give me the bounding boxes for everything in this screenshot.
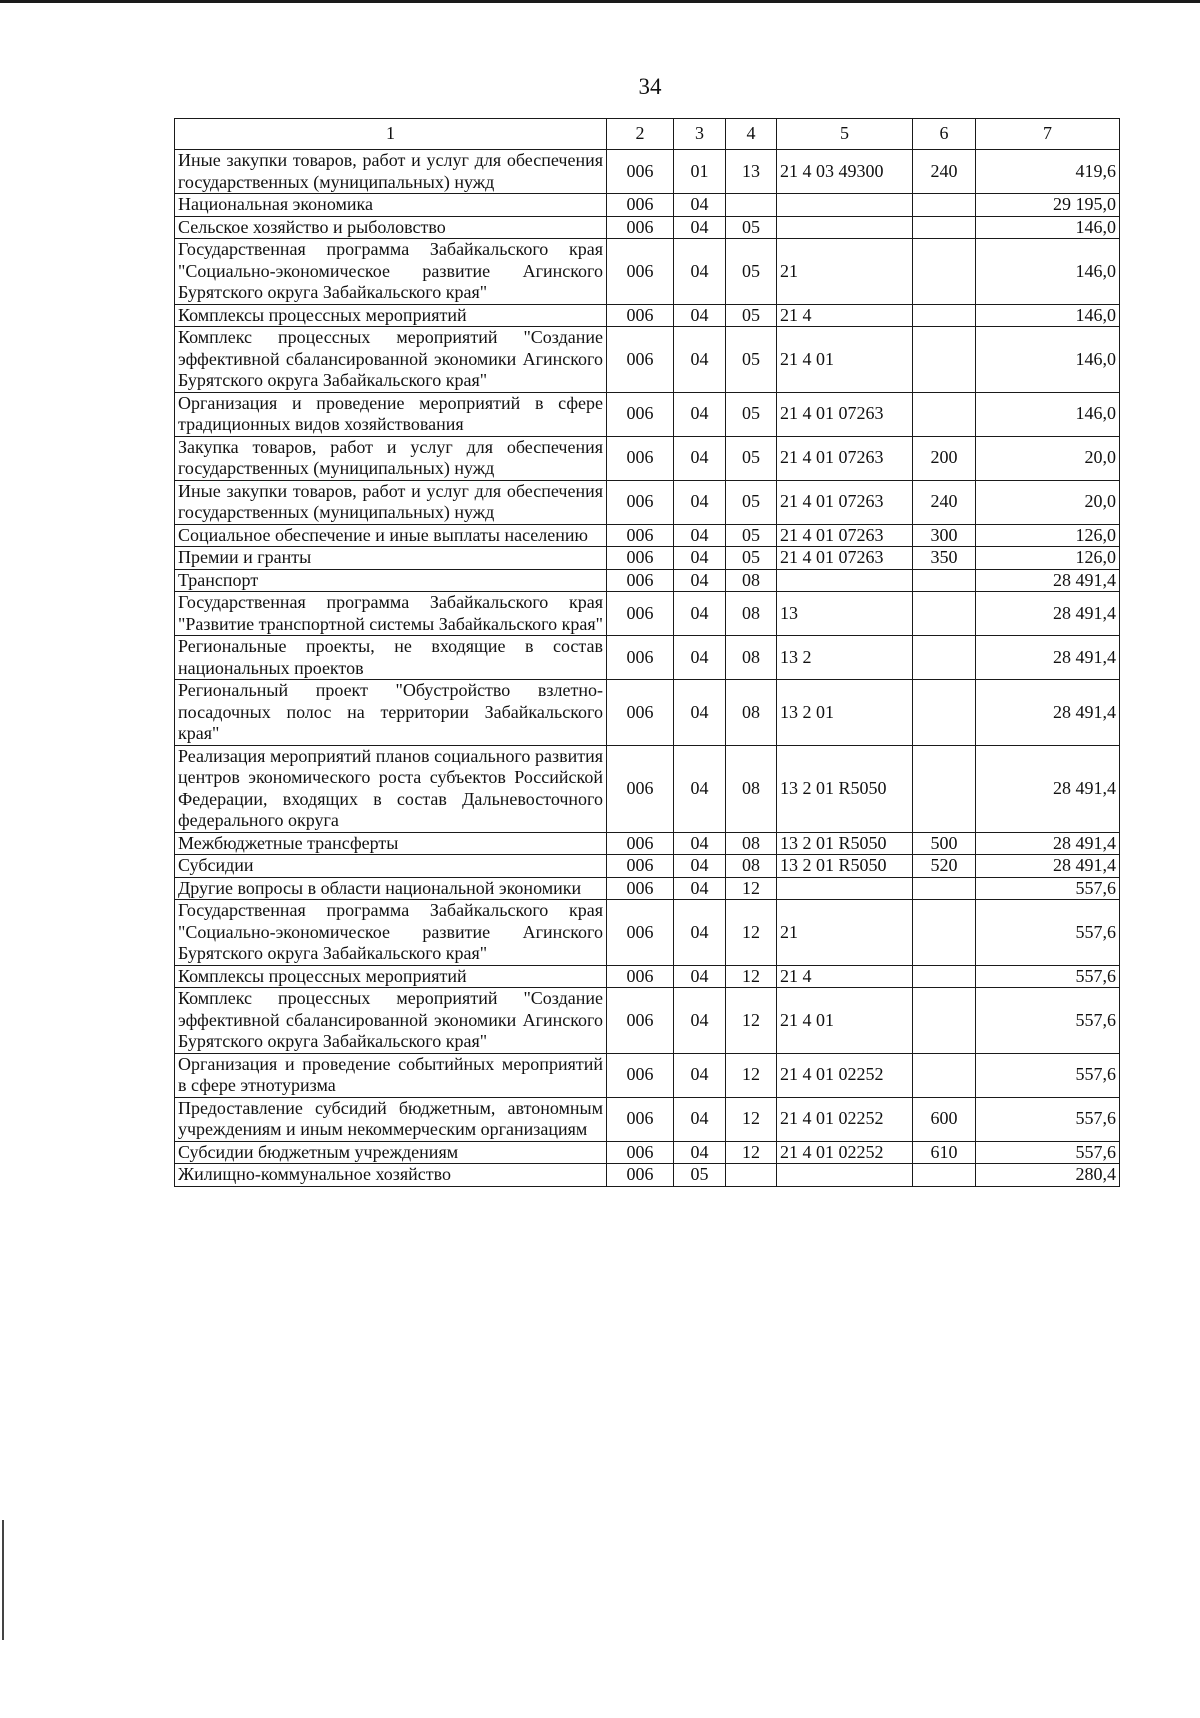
row-subsection-code [726, 194, 777, 217]
row-section-code: 04 [674, 480, 726, 524]
table-row [175, 592, 1120, 636]
row-subsection-code: 12 [726, 1097, 777, 1141]
row-amount: 28 491,4 [976, 832, 1120, 855]
row-amount: 28 491,4 [976, 569, 1120, 592]
row-target-article: 21 [777, 239, 913, 305]
row-expense-type [913, 745, 976, 832]
row-amount: 29 195,0 [976, 194, 1120, 217]
row-name: Государственная программа Забайкальского края "Социально-экономическое развитие Агинского Бурятского округа Забайкальского края" [175, 900, 607, 966]
row-section-code: 04 [674, 745, 726, 832]
row-name: Субсидии [175, 855, 607, 878]
budget-table [174, 118, 1120, 1187]
table-row [175, 745, 1120, 832]
row-grbs-code: 006 [607, 900, 674, 966]
table-row [175, 832, 1120, 855]
row-grbs-code: 006 [607, 547, 674, 570]
row-target-article: 13 2 01 R5050 [777, 745, 913, 832]
row-amount: 146,0 [976, 392, 1120, 436]
row-target-article: 13 2 01 R5050 [777, 832, 913, 855]
row-amount: 20,0 [976, 436, 1120, 480]
row-section-code: 04 [674, 1141, 726, 1164]
header-cell: 1 [175, 119, 607, 150]
row-expense-type: 610 [913, 1141, 976, 1164]
row-amount: 20,0 [976, 480, 1120, 524]
row-name: Субсидии бюджетным учреждениям [175, 1141, 607, 1164]
row-target-article: 21 4 01 [777, 327, 913, 393]
row-grbs-code: 006 [607, 988, 674, 1054]
row-subsection-code: 08 [726, 745, 777, 832]
row-expense-type [913, 304, 976, 327]
row-name: Иные закупки товаров, работ и услуг для обеспечения государственных (муниципальных) нужд [175, 480, 607, 524]
row-amount: 146,0 [976, 216, 1120, 239]
row-grbs-code: 006 [607, 194, 674, 217]
row-target-article: 21 4 01 [777, 988, 913, 1054]
row-name: Другие вопросы в области национальной экономики [175, 877, 607, 900]
row-grbs-code: 006 [607, 327, 674, 393]
row-section-code: 04 [674, 636, 726, 680]
row-subsection-code: 05 [726, 216, 777, 239]
row-amount: 557,6 [976, 965, 1120, 988]
row-expense-type [913, 636, 976, 680]
row-name: Транспорт [175, 569, 607, 592]
row-amount: 557,6 [976, 877, 1120, 900]
table-row [175, 480, 1120, 524]
row-grbs-code: 006 [607, 1141, 674, 1164]
table-body [175, 119, 1120, 1187]
row-subsection-code: 05 [726, 304, 777, 327]
left-edge-mark [2, 1520, 4, 1640]
row-amount: 557,6 [976, 1097, 1120, 1141]
header-row [175, 119, 1120, 150]
row-amount: 28 491,4 [976, 592, 1120, 636]
row-expense-type [913, 1053, 976, 1097]
row-grbs-code: 006 [607, 592, 674, 636]
table-row [175, 547, 1120, 570]
row-target-article: 21 4 [777, 965, 913, 988]
row-target-article: 21 4 [777, 304, 913, 327]
row-name: Организация и проведение мероприятий в сфере традиционных видов хозяйствования [175, 392, 607, 436]
row-name: Региональный проект "Обустройство взлетно-посадочных полос на территории Забайкальского края" [175, 680, 607, 746]
row-grbs-code: 006 [607, 239, 674, 305]
row-grbs-code: 006 [607, 1164, 674, 1187]
row-subsection-code: 05 [726, 239, 777, 305]
table-row [175, 1141, 1120, 1164]
row-grbs-code: 006 [607, 1097, 674, 1141]
row-subsection-code: 08 [726, 855, 777, 878]
row-section-code: 01 [674, 150, 726, 194]
row-subsection-code: 12 [726, 877, 777, 900]
row-expense-type [913, 1164, 976, 1187]
row-target-article: 21 [777, 900, 913, 966]
table-row [175, 636, 1120, 680]
row-expense-type [913, 569, 976, 592]
row-target-article: 21 4 01 07263 [777, 524, 913, 547]
row-section-code: 04 [674, 547, 726, 570]
row-grbs-code: 006 [607, 965, 674, 988]
row-section-code: 04 [674, 832, 726, 855]
row-grbs-code: 006 [607, 392, 674, 436]
row-amount: 280,4 [976, 1164, 1120, 1187]
row-target-article: 21 4 01 02252 [777, 1053, 913, 1097]
table-row [175, 1097, 1120, 1141]
row-target-article: 21 4 01 07263 [777, 547, 913, 570]
row-grbs-code: 006 [607, 877, 674, 900]
page-number: 34 [638, 74, 662, 99]
row-section-code: 04 [674, 216, 726, 239]
table-row [175, 1164, 1120, 1187]
row-name: Региональные проекты, не входящие в состав национальных проектов [175, 636, 607, 680]
row-section-code: 05 [674, 1164, 726, 1187]
row-subsection-code: 05 [726, 327, 777, 393]
row-amount: 28 491,4 [976, 745, 1120, 832]
table-row [175, 877, 1120, 900]
row-expense-type [913, 592, 976, 636]
row-expense-type: 500 [913, 832, 976, 855]
header-cell: 7 [976, 119, 1120, 150]
row-section-code: 04 [674, 1097, 726, 1141]
row-section-code: 04 [674, 855, 726, 878]
row-name: Иные закупки товаров, работ и услуг для обеспечения государственных (муниципальных) нужд [175, 150, 607, 194]
row-amount: 28 491,4 [976, 636, 1120, 680]
row-target-article: 13 2 01 R5050 [777, 855, 913, 878]
table-row [175, 900, 1120, 966]
row-subsection-code: 05 [726, 436, 777, 480]
row-expense-type [913, 680, 976, 746]
row-subsection-code: 08 [726, 592, 777, 636]
row-name: Закупка товаров, работ и услуг для обеспечения государственных (муниципальных) нужд [175, 436, 607, 480]
header-cell: 4 [726, 119, 777, 150]
row-amount: 557,6 [976, 988, 1120, 1054]
row-section-code: 04 [674, 327, 726, 393]
row-expense-type [913, 900, 976, 966]
row-grbs-code: 006 [607, 569, 674, 592]
row-section-code: 04 [674, 680, 726, 746]
row-amount: 557,6 [976, 900, 1120, 966]
row-section-code: 04 [674, 239, 726, 305]
table-row [175, 304, 1120, 327]
row-target-article: 13 [777, 592, 913, 636]
row-name: Комплексы процессных мероприятий [175, 965, 607, 988]
row-grbs-code: 006 [607, 150, 674, 194]
row-amount: 126,0 [976, 524, 1120, 547]
row-subsection-code [726, 1164, 777, 1187]
row-expense-type: 600 [913, 1097, 976, 1141]
row-section-code: 04 [674, 436, 726, 480]
row-section-code: 04 [674, 965, 726, 988]
row-grbs-code: 006 [607, 436, 674, 480]
row-expense-type: 300 [913, 524, 976, 547]
row-expense-type [913, 216, 976, 239]
row-subsection-code: 13 [726, 150, 777, 194]
row-section-code: 04 [674, 569, 726, 592]
header-cell: 2 [607, 119, 674, 150]
row-name: Комплекс процессных мероприятий "Создание эффективной сбалансированной экономики Агинского Бурятского округа Забайкальского края" [175, 327, 607, 393]
row-expense-type: 350 [913, 547, 976, 570]
row-name: Организация и проведение событийных мероприятий в сфере этнотуризма [175, 1053, 607, 1097]
row-amount: 146,0 [976, 239, 1120, 305]
table-row [175, 239, 1120, 305]
row-amount: 28 491,4 [976, 680, 1120, 746]
row-subsection-code: 12 [726, 900, 777, 966]
row-expense-type [913, 392, 976, 436]
row-section-code: 04 [674, 877, 726, 900]
row-expense-type [913, 965, 976, 988]
row-target-article: 21 4 01 07263 [777, 392, 913, 436]
row-name: Комплекс процессных мероприятий "Создание эффективной сбалансированной экономики Агинского Бурятского округа Забайкальского края" [175, 988, 607, 1054]
row-section-code: 04 [674, 900, 726, 966]
table-row [175, 1053, 1120, 1097]
table-row [175, 216, 1120, 239]
row-name: Предоставление субсидий бюджетным, автономным учреждениям и иным некоммерческим организациям [175, 1097, 607, 1141]
row-grbs-code: 006 [607, 304, 674, 327]
row-name: Социальное обеспечение и иные выплаты населению [175, 524, 607, 547]
row-amount: 126,0 [976, 547, 1120, 570]
row-expense-type: 520 [913, 855, 976, 878]
row-grbs-code: 006 [607, 1053, 674, 1097]
row-name: Жилищно-коммунальное хозяйство [175, 1164, 607, 1187]
row-target-article: 21 4 03 49300 [777, 150, 913, 194]
table-row [175, 150, 1120, 194]
row-name: Премии и гранты [175, 547, 607, 570]
row-subsection-code: 12 [726, 965, 777, 988]
row-grbs-code: 006 [607, 745, 674, 832]
header-cell: 3 [674, 119, 726, 150]
row-name: Государственная программа Забайкальского края "Социально-экономическое развитие Агинского Бурятского округа Забайкальского края" [175, 239, 607, 305]
table-row [175, 524, 1120, 547]
table-row [175, 680, 1120, 746]
row-section-code: 04 [674, 524, 726, 547]
row-section-code: 04 [674, 592, 726, 636]
row-target-article: 13 2 [777, 636, 913, 680]
row-name: Межбюджетные трансферты [175, 832, 607, 855]
row-expense-type [913, 988, 976, 1054]
row-amount: 557,6 [976, 1053, 1120, 1097]
row-target-article: 21 4 01 07263 [777, 480, 913, 524]
row-name: Реализация мероприятий планов социального развития центров экономического роста субъектов Российской Федерации, входящих в состав Дальневосточного федерального округа [175, 745, 607, 832]
header-cell: 6 [913, 119, 976, 150]
row-target-article [777, 216, 913, 239]
row-grbs-code: 006 [607, 636, 674, 680]
table-row [175, 965, 1120, 988]
table-row [175, 436, 1120, 480]
row-grbs-code: 006 [607, 855, 674, 878]
row-amount: 28 491,4 [976, 855, 1120, 878]
table-row [175, 855, 1120, 878]
row-target-article [777, 877, 913, 900]
row-name: Сельское хозяйство и рыболовство [175, 216, 607, 239]
row-subsection-code: 05 [726, 480, 777, 524]
row-target-article: 21 4 01 07263 [777, 436, 913, 480]
top-border-line [0, 0, 1200, 3]
table-row [175, 327, 1120, 393]
row-expense-type [913, 194, 976, 217]
row-expense-type [913, 239, 976, 305]
row-subsection-code: 05 [726, 392, 777, 436]
row-subsection-code: 08 [726, 569, 777, 592]
row-amount: 146,0 [976, 327, 1120, 393]
row-grbs-code: 006 [607, 480, 674, 524]
row-target-article: 21 4 01 02252 [777, 1141, 913, 1164]
row-subsection-code: 08 [726, 680, 777, 746]
row-name: Национальная экономика [175, 194, 607, 217]
row-target-article [777, 1164, 913, 1187]
header-cell: 5 [777, 119, 913, 150]
row-target-article [777, 194, 913, 217]
table-row [175, 988, 1120, 1054]
table-row [175, 392, 1120, 436]
row-target-article: 21 4 01 02252 [777, 1097, 913, 1141]
row-section-code: 04 [674, 392, 726, 436]
row-subsection-code: 05 [726, 524, 777, 547]
row-subsection-code: 12 [726, 1053, 777, 1097]
row-expense-type: 240 [913, 150, 976, 194]
row-expense-type: 200 [913, 436, 976, 480]
row-expense-type [913, 327, 976, 393]
row-section-code: 04 [674, 988, 726, 1054]
row-section-code: 04 [674, 304, 726, 327]
row-grbs-code: 006 [607, 680, 674, 746]
row-subsection-code: 12 [726, 988, 777, 1054]
row-amount: 419,6 [976, 150, 1120, 194]
table-row [175, 194, 1120, 217]
row-target-article [777, 569, 913, 592]
table-row [175, 569, 1120, 592]
row-expense-type: 240 [913, 480, 976, 524]
row-target-article: 13 2 01 [777, 680, 913, 746]
row-section-code: 04 [674, 1053, 726, 1097]
row-subsection-code: 08 [726, 636, 777, 680]
row-grbs-code: 006 [607, 832, 674, 855]
row-grbs-code: 006 [607, 524, 674, 547]
row-amount: 146,0 [976, 304, 1120, 327]
row-grbs-code: 006 [607, 216, 674, 239]
row-subsection-code: 08 [726, 832, 777, 855]
row-section-code: 04 [674, 194, 726, 217]
row-amount: 557,6 [976, 1141, 1120, 1164]
row-expense-type [913, 877, 976, 900]
row-subsection-code: 05 [726, 547, 777, 570]
row-name: Комплексы процессных мероприятий [175, 304, 607, 327]
row-name: Государственная программа Забайкальского края "Развитие транспортной системы Забайкальского края" [175, 592, 607, 636]
row-subsection-code: 12 [726, 1141, 777, 1164]
